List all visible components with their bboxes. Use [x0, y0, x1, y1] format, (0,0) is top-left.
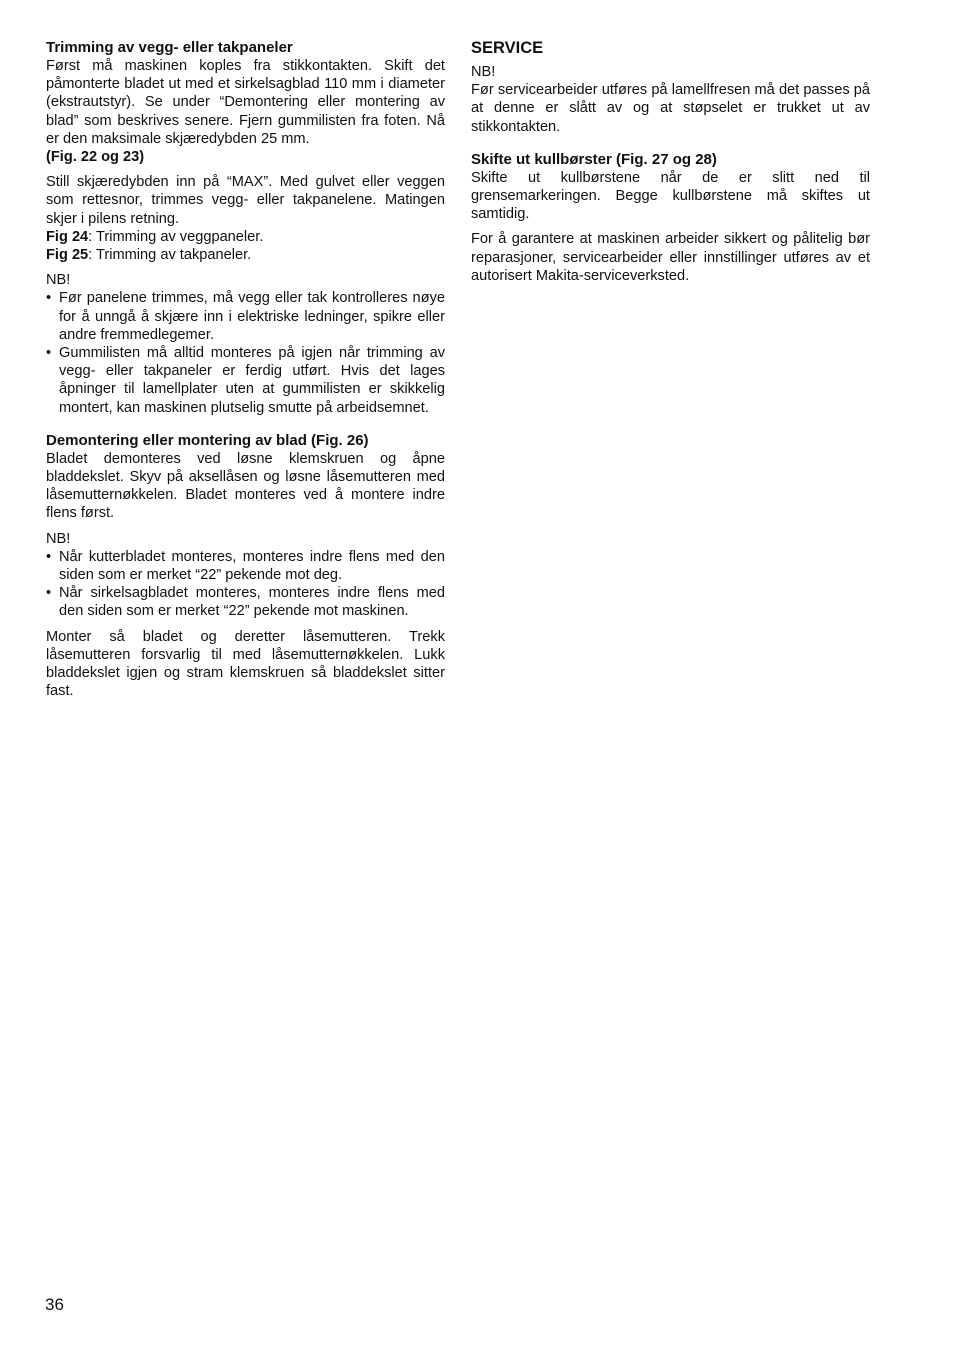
- fig24-label: Fig 24: [46, 228, 89, 245]
- nb-label-service: NB!: [471, 64, 496, 80]
- list-item: • Når kutterbladet monteres, monteres indre flens med den siden som er merket “22” pekende mot deg.: [46, 548, 445, 584]
- right-column: [471, 38, 870, 285]
- blade-paragraph-1: Bladet demonteres ved løsne klemskruen og åpne bladdekslet. Skyv på aksellåsen og løsne låsemutteren med låsemutternøkkelen. Bladet monteres ved å montere indre flens først.: [46, 450, 445, 522]
- trim-paragraph-2: Still skjæredybden inn på “MAX”. Med gulvet eller veggen som rettesnor, trimmes vegg- eller takpanelene. Matingen skjer i pilens retning.: [46, 174, 445, 227]
- list-item: • Før panelene trimmes, må vegg eller tak kontrolleres nøye for å unngå å skjære inn i elektriske ledninger, spikre eller andre fremmedlegemer.: [46, 289, 445, 344]
- left-column: [46, 38, 445, 701]
- nb-label-1: NB!: [46, 272, 71, 289]
- blade-bullet-list: [46, 548, 445, 621]
- page-number: 36: [45, 1295, 64, 1314]
- blade-paragraph-2: Monter så bladet og deretter låsemutteren. Trekk låsemutteren forsvarlig til med låsemutternøkkelen. Lukk bladdekslet igjen og stram klemskruen så bladdekslet sitter fast.: [46, 628, 445, 700]
- fig25-label: Fig 25: [46, 247, 89, 264]
- trim-paragraph-1-text: Først må maskinen koples fra stikkontakten. Skift det påmonterte bladet ut med et sirkelsagblad 110 mm i diameter (ekstrautstyr). Se under “Demontering eller montering av blad” som beskrives senere. Fjern gummilisten fra foten. Nå er den maksimale skjæredybden 25 mm.: [46, 58, 445, 147]
- fig25-text: : Trimming av takpaneler.: [88, 247, 252, 264]
- service-paragraph: Før servicearbeider utføres på lamellfresen må det passes på at denne er slått av og at støpselet er trukket ut av stikkontakten.: [471, 82, 870, 135]
- brush-heading: Skifte ut kullbørster (Fig. 27 og 28): [471, 150, 717, 168]
- service-heading: SERVICE: [471, 39, 544, 57]
- brush-paragraph-1: Skifte ut kullbørstene når de er slitt ned til grensemarkeringen. Begge kullbørstene må skiftes ut samtidig.: [471, 169, 870, 223]
- nb-label-2: NB!: [46, 530, 71, 547]
- list-item: • Når sirkelsagbladet monteres, monteres indre flens med den siden som er merket “22” pekende mot maskinen.: [46, 584, 445, 620]
- brush-paragraph-2: For å garantere at maskinen arbeider sikkert og pålitelig bør reparasjoner, servicearbeider eller innstillinger utføres av et autorisert Makita-serviceverksted.: [471, 231, 870, 284]
- fig24-text: : Trimming av veggpaneler.: [88, 228, 264, 245]
- fig24-caption: [46, 228, 445, 246]
- trim-fig-ref: (Fig. 22 og 23): [46, 149, 145, 166]
- fig25-caption: [46, 246, 445, 264]
- blade-heading: Demontering eller montering av blad (Fig. 26): [46, 431, 369, 449]
- trim-bullet-list: [46, 289, 445, 416]
- list-item: • Gummilisten må alltid monteres på igjen når trimming av vegg- eller takpaneler er ferdig utført. Hvis det lages åpninger til lamellplater uten at gummilisten er skikkelig montert, kan maskinen plutselig smutte på arbeidsemnet.: [46, 344, 445, 417]
- trim-heading: Trimming av vegg- eller takpaneler: [46, 39, 293, 56]
- trim-paragraph-1: [46, 57, 445, 166]
